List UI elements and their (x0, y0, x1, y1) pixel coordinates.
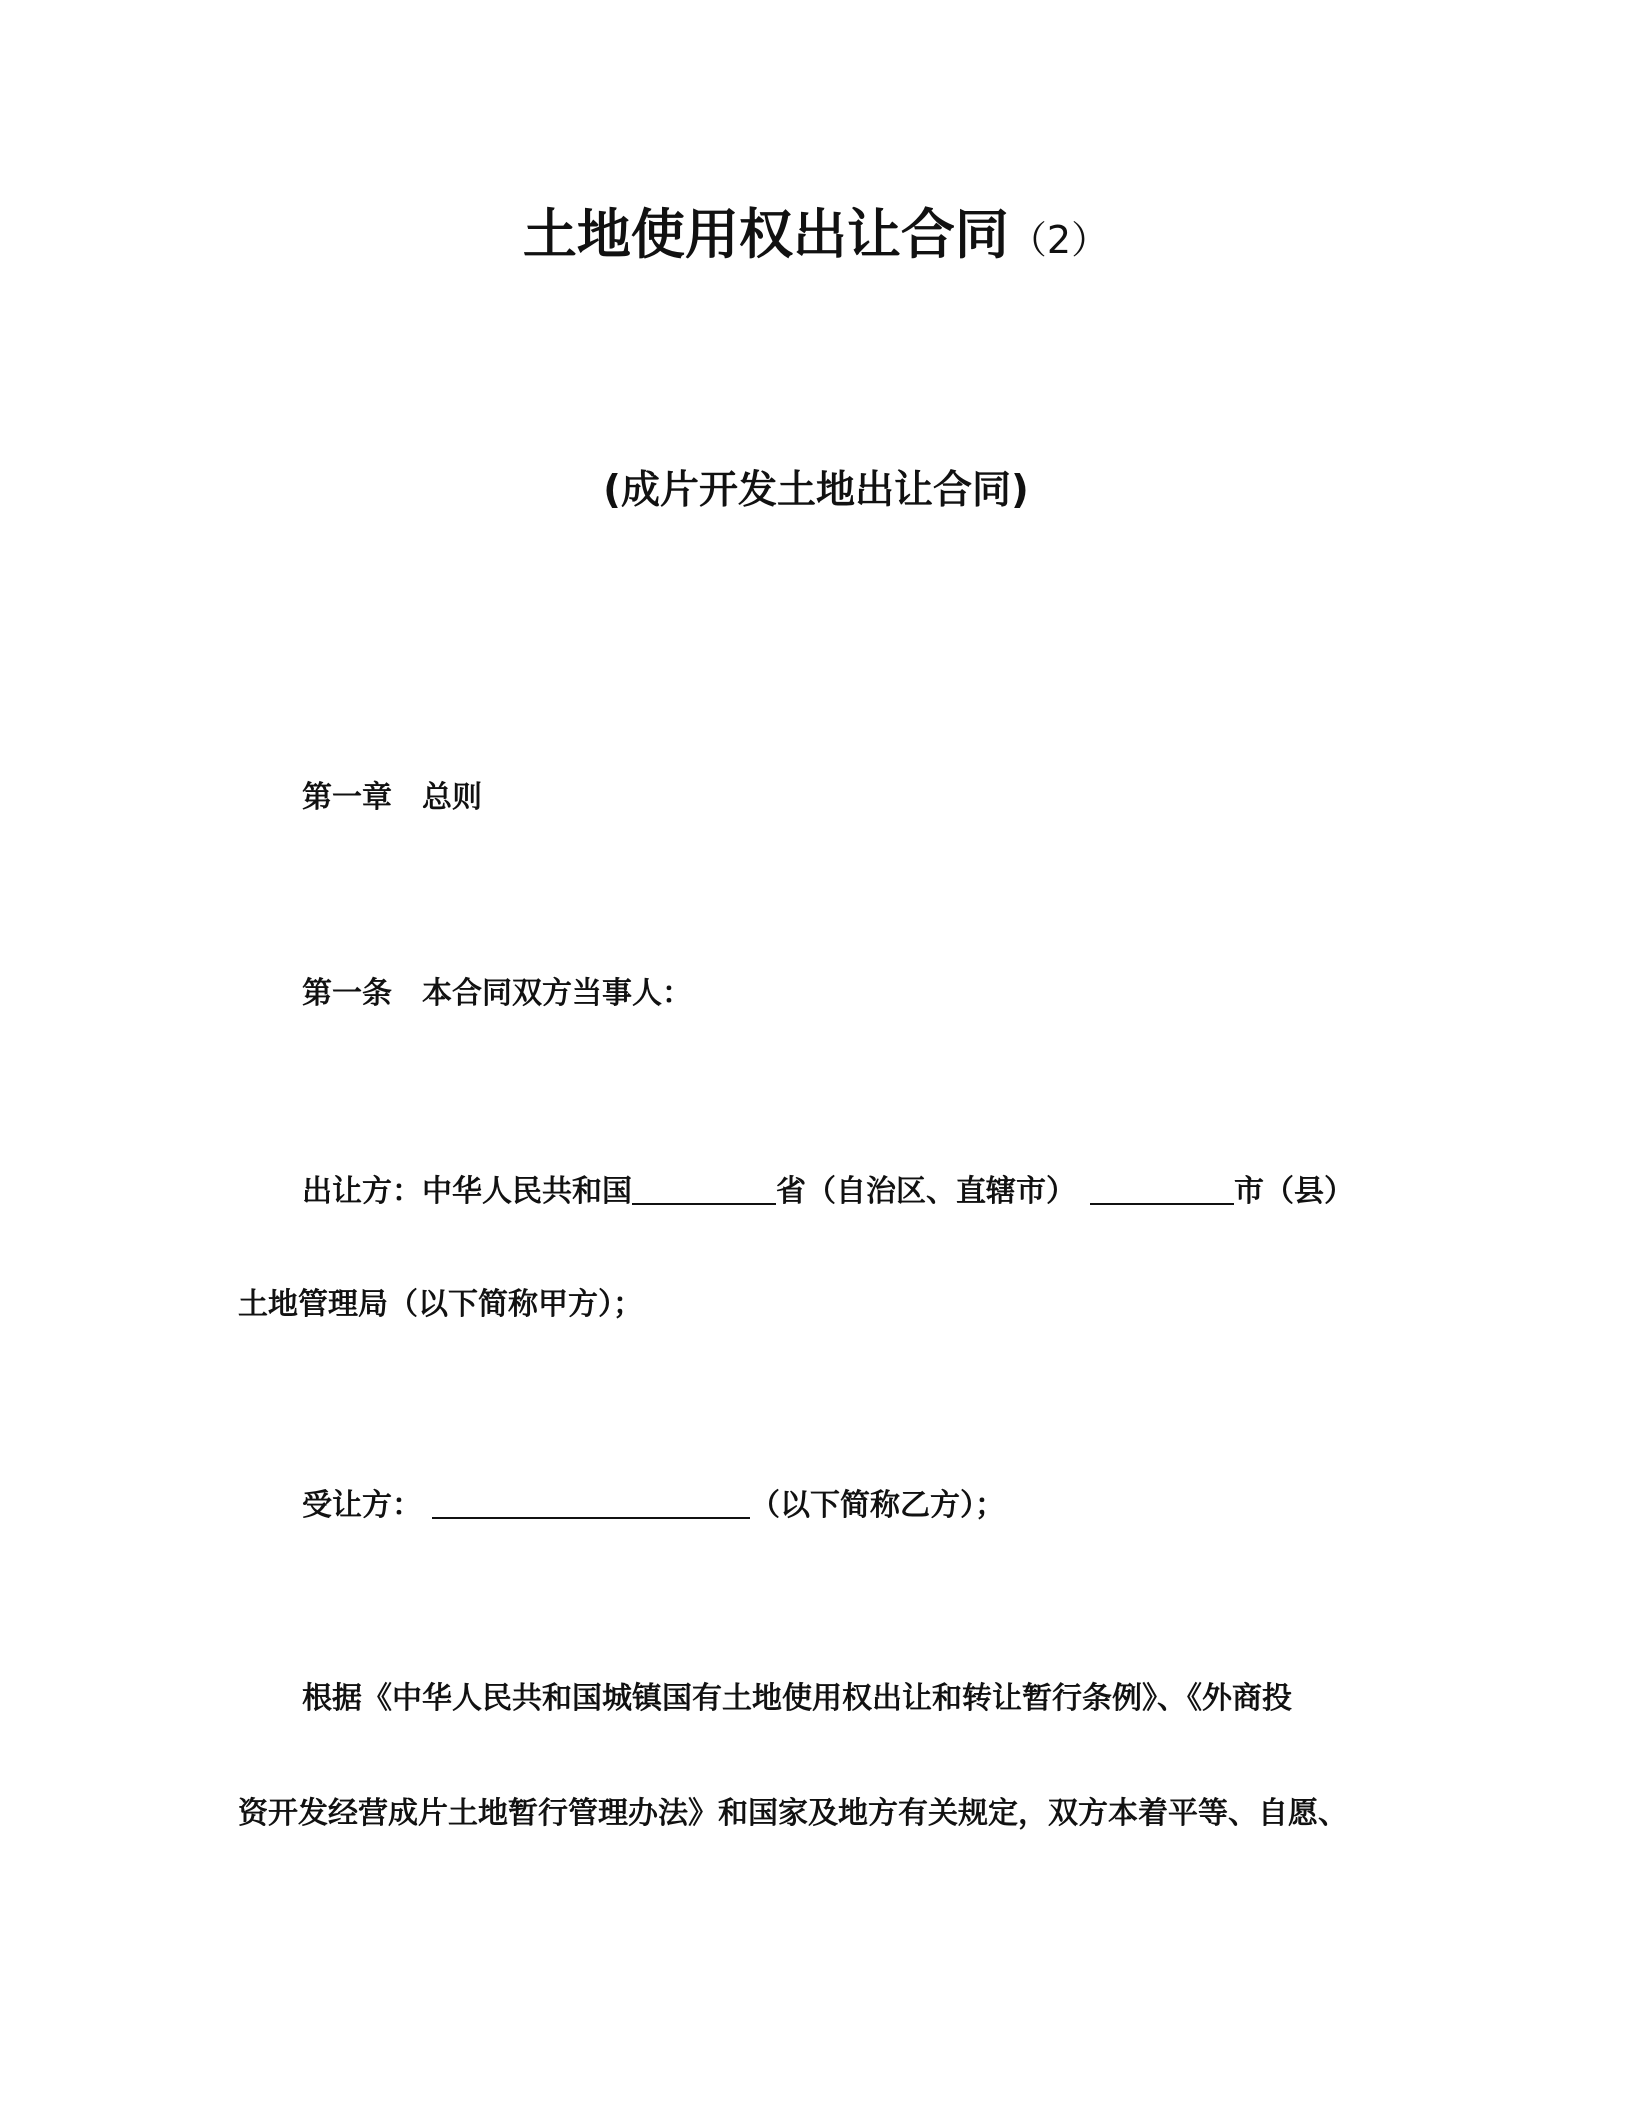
document-title (0, 200, 1632, 275)
grantee-suffix: （以下简称乙方）； (750, 1488, 1005, 1523)
grantor-country: 中华人民共和国 (422, 1174, 632, 1209)
chapter-number: 第一章 (302, 780, 392, 815)
grantor-line-2: 土地管理局（以下简称甲方）； (238, 1287, 643, 1322)
chapter-heading (302, 778, 482, 818)
basis-line-1: 根据《中华人民共和国城镇国有土地使用权出让和转让暂行条例》、《外商投 (302, 1681, 1292, 1716)
grantee-line (302, 1483, 1005, 1526)
grantor-city: 市（县） (1234, 1174, 1354, 1209)
title-text: 土地使用权出让合同 (522, 203, 1009, 266)
grantee-label: 受让方： (302, 1488, 422, 1523)
article-1 (302, 974, 692, 1014)
grantor-label: 出让方： (302, 1174, 422, 1209)
basis-line-2: 资开发经营成片土地暂行管理办法》和国家及地方有关规定，双方本着平等、自愿、 (238, 1796, 1348, 1831)
title-suffix: （2） (1008, 218, 1110, 262)
article-number: 第一条 (302, 976, 392, 1011)
province-blank[interactable] (632, 1169, 776, 1205)
article-text: 本合同双方当事人： (422, 976, 692, 1011)
grantee-blank[interactable] (432, 1483, 750, 1519)
grantor-province: 省（自治区、直辖市） (776, 1174, 1076, 1209)
city-blank[interactable] (1090, 1169, 1234, 1205)
chapter-name: 总则 (422, 780, 482, 815)
grantor-line (302, 1169, 1354, 1212)
document-subtitle: (成片开发土地出让合同) (603, 468, 1029, 513)
